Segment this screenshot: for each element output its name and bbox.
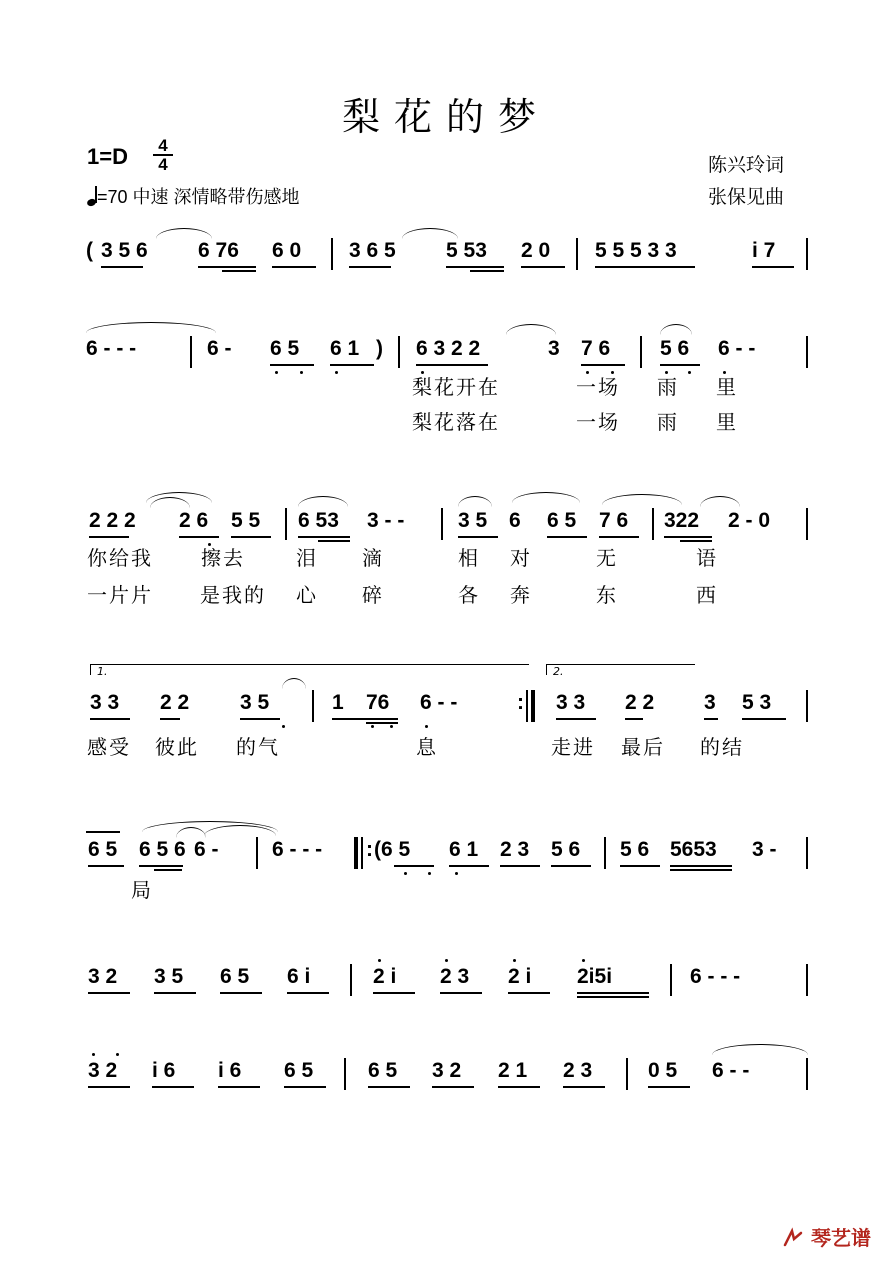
notes: 6 - - bbox=[712, 1059, 750, 1082]
song-title: 梨花的梦 bbox=[341, 95, 550, 139]
underline bbox=[88, 1086, 130, 1088]
underline bbox=[664, 536, 712, 538]
lyric: 息 bbox=[416, 735, 438, 759]
barline bbox=[626, 1058, 628, 1090]
slur bbox=[506, 324, 556, 335]
lyric: 一场 bbox=[576, 410, 620, 434]
underline bbox=[198, 266, 256, 268]
lyric: 对 bbox=[510, 546, 532, 570]
low-octave-dot bbox=[404, 872, 407, 875]
low-octave-dot bbox=[275, 371, 278, 374]
underline bbox=[470, 270, 504, 272]
score-line-5 bbox=[0, 835, 892, 875]
underline bbox=[595, 266, 695, 268]
barline bbox=[670, 964, 672, 996]
notes: 1 bbox=[332, 691, 344, 714]
slur bbox=[512, 492, 580, 503]
lyric: 的气 bbox=[236, 735, 280, 759]
low-octave-dot bbox=[455, 872, 458, 875]
lyric: 各 bbox=[458, 583, 480, 607]
underline bbox=[577, 992, 649, 994]
lyric: 泪 bbox=[296, 546, 318, 570]
underline bbox=[625, 718, 643, 720]
underline bbox=[88, 865, 124, 867]
repeat-end-sign: : bbox=[517, 691, 524, 714]
notes: 2 1 bbox=[498, 1059, 528, 1082]
underline bbox=[440, 992, 482, 994]
lyric: 局 bbox=[131, 878, 153, 902]
lyric: 雨 bbox=[657, 375, 679, 399]
quarter-note-icon bbox=[87, 186, 97, 206]
lyric: 你给我 bbox=[87, 546, 153, 570]
lyric: 彼此 bbox=[155, 735, 199, 759]
notes: i 7 bbox=[752, 239, 776, 262]
slur bbox=[156, 228, 212, 239]
notes: 76 bbox=[366, 691, 390, 714]
slur bbox=[660, 324, 692, 335]
underline bbox=[620, 865, 660, 867]
underline bbox=[368, 1086, 410, 1088]
underline bbox=[89, 536, 129, 538]
music-logo-icon bbox=[782, 1227, 804, 1249]
barline bbox=[531, 690, 535, 722]
high-octave-dot bbox=[378, 959, 381, 962]
notes: 6 - - - bbox=[86, 337, 137, 360]
notes: 2 3 bbox=[500, 838, 530, 861]
tempo-text: =70 中速 深情略带伤感地 bbox=[97, 187, 300, 207]
high-octave-dot bbox=[513, 959, 516, 962]
notes: 5 5 bbox=[231, 509, 261, 532]
notes: 7 6 bbox=[599, 509, 629, 532]
underline bbox=[139, 865, 183, 867]
volta-label: 1. bbox=[97, 665, 108, 678]
notes: 3 3 bbox=[90, 691, 120, 714]
lyric: 相 bbox=[458, 546, 480, 570]
underline bbox=[152, 1086, 194, 1088]
barline bbox=[256, 837, 258, 869]
lyricist-credit: 陈兴玲词 bbox=[708, 154, 785, 176]
underline bbox=[563, 1086, 605, 1088]
volta-label: 2. bbox=[553, 665, 564, 678]
score-line-3 bbox=[0, 506, 892, 546]
underline bbox=[660, 364, 700, 366]
barline bbox=[806, 964, 808, 996]
notes: 2 6 bbox=[179, 509, 209, 532]
notes: 6 5 bbox=[368, 1059, 398, 1082]
underline bbox=[556, 718, 596, 720]
barline bbox=[350, 964, 352, 996]
slur bbox=[700, 496, 740, 507]
underline bbox=[272, 266, 316, 268]
underline bbox=[220, 992, 262, 994]
low-octave-dot bbox=[428, 872, 431, 875]
slur bbox=[458, 496, 492, 507]
notes: 3 bbox=[548, 337, 560, 360]
score-line-2 bbox=[0, 334, 892, 374]
notes: ( bbox=[86, 239, 93, 262]
lyric: 一场 bbox=[576, 375, 620, 399]
high-octave-dot bbox=[116, 1053, 119, 1056]
underline bbox=[704, 718, 718, 720]
underline bbox=[446, 266, 504, 268]
notes: 5 3 bbox=[742, 691, 772, 714]
notes: 2 3 bbox=[440, 965, 470, 988]
tempo-marking bbox=[87, 183, 300, 209]
lyric: 雨 bbox=[657, 410, 679, 434]
watermark-text: 琴艺谱 bbox=[810, 1226, 871, 1250]
underline bbox=[458, 536, 498, 538]
underline bbox=[154, 869, 182, 871]
lyric: 梨花开在 bbox=[412, 375, 500, 399]
notes: 2 3 bbox=[563, 1059, 593, 1082]
barline bbox=[285, 508, 287, 540]
underline bbox=[521, 266, 565, 268]
lyric: 东 bbox=[596, 583, 618, 607]
underline bbox=[240, 718, 280, 720]
notes: 2 2 2 bbox=[89, 509, 136, 532]
underline bbox=[752, 266, 794, 268]
notes: 5 6 bbox=[620, 838, 650, 861]
underline bbox=[270, 364, 314, 366]
underline bbox=[218, 1086, 260, 1088]
notes: 6 5 bbox=[88, 838, 118, 861]
notes: 0 5 bbox=[648, 1059, 678, 1082]
slur bbox=[86, 322, 216, 333]
notes: 6 - - - bbox=[272, 838, 323, 861]
underline bbox=[284, 1086, 326, 1088]
underline bbox=[179, 536, 219, 538]
lyric: 里 bbox=[716, 375, 738, 399]
notes: 6 5 bbox=[547, 509, 577, 532]
lyric: 最后 bbox=[621, 735, 665, 759]
notes: ) bbox=[376, 337, 383, 360]
barline bbox=[312, 690, 314, 722]
underline bbox=[416, 364, 488, 366]
underline bbox=[373, 992, 415, 994]
notes: (6 5 bbox=[374, 838, 411, 861]
slur bbox=[602, 494, 682, 505]
notes: 6 76 bbox=[198, 239, 239, 262]
underline bbox=[231, 536, 271, 538]
notes: 6 53 bbox=[298, 509, 339, 532]
notes: 3 2 bbox=[88, 965, 118, 988]
notes: 6 5 bbox=[220, 965, 250, 988]
underline bbox=[90, 718, 130, 720]
notes: 6 bbox=[509, 509, 521, 532]
notes: 6 3 2 2 bbox=[416, 337, 481, 360]
underline bbox=[508, 992, 550, 994]
notes: 3 3 bbox=[556, 691, 586, 714]
high-octave-dot bbox=[92, 1053, 95, 1056]
notes: 6 - - bbox=[718, 337, 756, 360]
barline bbox=[190, 336, 192, 368]
high-octave-dot bbox=[445, 959, 448, 962]
barline bbox=[806, 508, 808, 540]
underline bbox=[547, 536, 587, 538]
tie-in-line bbox=[86, 831, 120, 833]
notes: i 6 bbox=[152, 1059, 176, 1082]
barline bbox=[806, 1058, 808, 1090]
time-numerator: 4 bbox=[158, 136, 168, 155]
slur bbox=[298, 496, 348, 507]
notes: 2 i bbox=[508, 965, 532, 988]
underline bbox=[577, 996, 649, 998]
underline bbox=[581, 364, 625, 366]
low-octave-dot bbox=[335, 371, 338, 374]
barline bbox=[361, 837, 363, 869]
notes: 6 5 bbox=[284, 1059, 314, 1082]
barline bbox=[806, 238, 808, 270]
notes: 6 0 bbox=[272, 239, 302, 262]
notes: 3 5 bbox=[240, 691, 270, 714]
score-line-6 bbox=[0, 962, 892, 1002]
underline bbox=[449, 865, 489, 867]
notes: 3 bbox=[704, 691, 716, 714]
low-octave-dot bbox=[425, 725, 428, 728]
notes: 2 0 bbox=[521, 239, 551, 262]
key-signature: 1=D bbox=[87, 144, 128, 169]
slur bbox=[282, 678, 306, 689]
notes: 2 i bbox=[373, 965, 397, 988]
volta-first-ending bbox=[90, 664, 529, 678]
underline bbox=[160, 718, 180, 720]
time-signature bbox=[153, 138, 173, 172]
notes: i 6 bbox=[218, 1059, 242, 1082]
underline bbox=[670, 865, 732, 867]
notes: 5 53 bbox=[446, 239, 487, 262]
barline bbox=[354, 837, 358, 869]
barline bbox=[576, 238, 578, 270]
barline bbox=[652, 508, 654, 540]
notes: 3 6 5 bbox=[349, 239, 396, 262]
lyric: 滴 bbox=[362, 546, 384, 570]
lyric: 感受 bbox=[87, 735, 131, 759]
underline bbox=[101, 266, 143, 268]
barline bbox=[398, 336, 400, 368]
notes: 3 5 6 bbox=[101, 239, 148, 262]
low-octave-dot bbox=[300, 371, 303, 374]
slur bbox=[712, 1044, 808, 1055]
notes: 6 5 bbox=[270, 337, 300, 360]
underline bbox=[332, 718, 398, 720]
underline bbox=[287, 992, 329, 994]
notes: 6 - - - bbox=[690, 965, 741, 988]
underline bbox=[742, 718, 786, 720]
notes: 5653 bbox=[670, 838, 717, 861]
underline bbox=[599, 536, 639, 538]
lyric: 是我的 bbox=[200, 583, 266, 607]
notes: 3 2 bbox=[88, 1059, 118, 1082]
lyric: 西 bbox=[696, 583, 718, 607]
notes: 6 - bbox=[194, 838, 219, 861]
notes: 3 - - bbox=[367, 509, 405, 532]
notes: 2i5i bbox=[577, 965, 613, 988]
barline bbox=[806, 336, 808, 368]
notes: 2 2 bbox=[625, 691, 655, 714]
underline bbox=[670, 869, 732, 871]
volta-second-ending bbox=[546, 664, 695, 678]
barline bbox=[441, 508, 443, 540]
underline bbox=[154, 992, 196, 994]
notes: 2 2 bbox=[160, 691, 190, 714]
notes: 3 2 bbox=[432, 1059, 462, 1082]
underline bbox=[500, 865, 540, 867]
lyric: 奔 bbox=[510, 583, 532, 607]
notes: 5 6 bbox=[551, 838, 581, 861]
lyric: 梨花落在 bbox=[412, 410, 500, 434]
notes: 2 - 0 bbox=[728, 509, 771, 532]
underline bbox=[298, 536, 350, 538]
repeat-start-sign: : bbox=[366, 838, 373, 861]
lyric: 擦去 bbox=[201, 546, 245, 570]
notes: 6 5 6 bbox=[139, 838, 186, 861]
notes: 3 5 bbox=[458, 509, 488, 532]
score-line-1 bbox=[0, 236, 892, 276]
notes: 322 bbox=[664, 509, 700, 532]
notes: 6 1 bbox=[330, 337, 360, 360]
underline bbox=[349, 266, 391, 268]
underline bbox=[551, 865, 591, 867]
underline bbox=[222, 270, 256, 272]
barline bbox=[526, 690, 528, 722]
lyric: 心 bbox=[296, 583, 318, 607]
score-line-7 bbox=[0, 1056, 892, 1096]
notes: 6 - - bbox=[420, 691, 458, 714]
lyric: 里 bbox=[716, 410, 738, 434]
barline bbox=[604, 837, 606, 869]
notes: 6 i bbox=[287, 965, 311, 988]
underline bbox=[648, 1086, 690, 1088]
watermark-logo bbox=[782, 1222, 871, 1251]
low-octave-dot bbox=[282, 725, 285, 728]
lyric: 语 bbox=[696, 546, 718, 570]
low-octave-dot bbox=[371, 725, 374, 728]
low-octave-dot bbox=[390, 725, 393, 728]
lyric: 无 bbox=[596, 546, 618, 570]
underline bbox=[318, 540, 350, 542]
barline bbox=[806, 690, 808, 722]
notes: 6 - bbox=[207, 337, 232, 360]
notes: 7 6 bbox=[581, 337, 611, 360]
time-denominator: 4 bbox=[158, 155, 168, 174]
notes: 5 6 bbox=[660, 337, 690, 360]
barline bbox=[344, 1058, 346, 1090]
underline bbox=[366, 722, 398, 724]
high-octave-dot bbox=[582, 959, 585, 962]
score-line-4 bbox=[0, 688, 892, 728]
notes: 3 5 bbox=[154, 965, 184, 988]
notes: 3 - bbox=[752, 838, 777, 861]
notes: 6 1 bbox=[449, 838, 479, 861]
composer-credit: 张保见曲 bbox=[708, 186, 785, 208]
slur bbox=[402, 228, 458, 239]
underline bbox=[330, 364, 374, 366]
barline bbox=[331, 238, 333, 270]
barline bbox=[806, 837, 808, 869]
lyric: 一片片 bbox=[87, 583, 153, 607]
underline bbox=[432, 1086, 474, 1088]
underline bbox=[394, 865, 434, 867]
underline bbox=[88, 992, 130, 994]
low-octave-dot bbox=[688, 371, 691, 374]
lyric: 碎 bbox=[362, 583, 384, 607]
lyric: 走进 bbox=[551, 735, 595, 759]
notes: 5 5 5 3 3 bbox=[595, 239, 677, 262]
barline bbox=[640, 336, 642, 368]
underline bbox=[498, 1086, 540, 1088]
lyric: 的结 bbox=[700, 735, 744, 759]
